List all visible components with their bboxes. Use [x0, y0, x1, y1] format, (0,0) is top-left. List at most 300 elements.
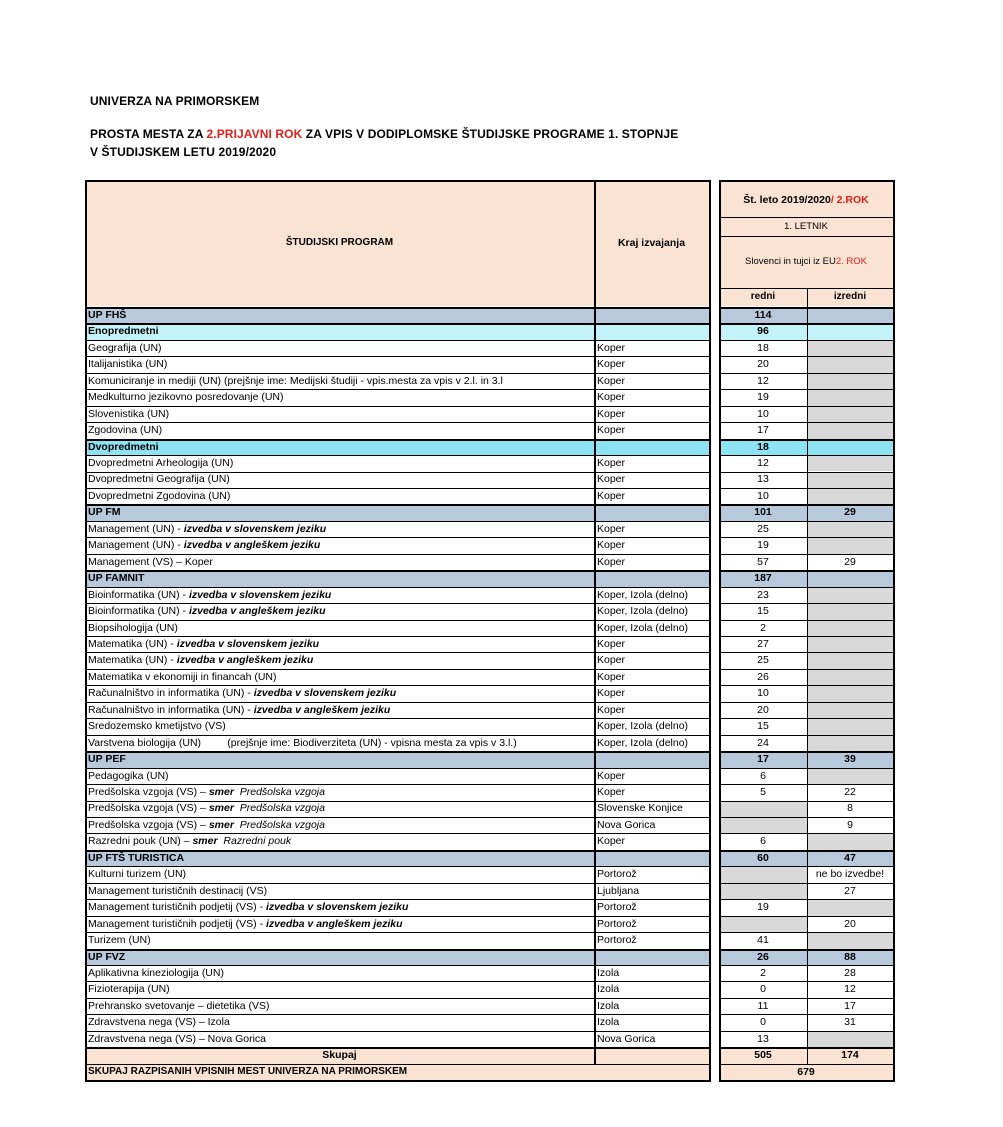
value-redni: 13: [757, 473, 769, 486]
program-name-text: Dvopredmetni Zgodovina (UN): [88, 489, 231, 502]
grid-line-horizontal: [719, 1080, 894, 1082]
program-name-text: Dvopredmetni Geografija (UN): [88, 473, 230, 486]
program-name-emphasis: smer: [208, 818, 234, 831]
program-name: [85, 1014, 594, 1030]
program-name: [85, 389, 594, 405]
value-izredni: 28: [844, 966, 856, 979]
total-redni: 505: [754, 1049, 772, 1062]
program-name-text: UP PEF: [88, 753, 126, 766]
grid-line-horizontal: [85, 735, 710, 736]
grid-line-horizontal: [85, 768, 710, 769]
program-name: [85, 718, 594, 734]
grid-line-horizontal: [85, 504, 710, 506]
program-location: Koper: [597, 835, 626, 848]
program-name: [85, 652, 594, 668]
grid-line-horizontal: [85, 883, 710, 884]
grid-line-horizontal: [85, 1014, 710, 1015]
program-name-text: Turizem (UN): [88, 934, 151, 947]
grid-line-horizontal: [85, 998, 710, 999]
grid-line-horizontal: [85, 406, 710, 407]
grid-line-horizontal: [85, 965, 710, 966]
program-name-emphasis: izvedba v angleškem jeziku: [188, 605, 326, 618]
program-name: [85, 554, 594, 570]
grid-line-horizontal: [85, 1064, 710, 1065]
value-redni: 11: [757, 999, 769, 1012]
program-name-tail: Predšolska vzgoja: [233, 818, 325, 831]
section-name: [85, 570, 594, 586]
program-name: [85, 735, 594, 751]
program-name-text: Fizioterapija (UN): [88, 983, 170, 996]
grid-line-vertical: [85, 180, 87, 1082]
value-redni: 12: [757, 457, 769, 470]
value-izredni: 88: [844, 950, 856, 963]
value-redni: 17: [757, 424, 769, 437]
grid-line-horizontal: [85, 1080, 710, 1082]
program-name-emphasis: izvedba v angleškem jeziku: [183, 539, 321, 552]
grid-line-horizontal: [85, 718, 710, 719]
grey-cell: [807, 702, 893, 718]
section-name: [85, 751, 594, 767]
grey-cell: [719, 883, 807, 899]
program-name-text: Matematika v ekonomiji in financah (UN): [88, 670, 277, 683]
grid-line-horizontal: [85, 521, 710, 522]
program-name-text: Računalništvo in informatika (UN) -: [88, 687, 254, 700]
grey-cell: [807, 521, 893, 537]
value-izredni: ne bo izvedbe!: [815, 868, 885, 881]
program-location: Koper: [597, 637, 626, 650]
grey-cell: [807, 356, 893, 372]
value-redni: 0: [760, 1016, 766, 1029]
program-name-emphasis: smer: [208, 786, 234, 799]
header-letnik: 1. LETNIK: [784, 221, 828, 233]
value-redni: 24: [757, 736, 769, 749]
grid-line-horizontal: [85, 439, 710, 441]
program-location: Koper: [597, 654, 626, 667]
grey-cell: [807, 406, 893, 422]
grid-line-horizontal: [85, 554, 710, 555]
program-location: Koper: [597, 522, 626, 535]
section-name: [85, 949, 594, 965]
grey-cell: [719, 801, 807, 817]
header-program: ŠTUDIJSKI PROGRAM: [285, 237, 394, 248]
grand-total-value: 679: [797, 1065, 815, 1078]
program-name-text: Dvopredmetni: [88, 440, 159, 453]
university-name: UNIVERZA NA PRIMORSKEM: [90, 94, 260, 108]
program-location: Koper: [597, 786, 626, 799]
program-name-text: Bioinformatika (UN) -: [88, 588, 189, 601]
program-name-text: Bioinformatika (UN) -: [88, 605, 189, 618]
program-name-text: Sredozemsko kmetijstvo (VS): [88, 720, 226, 733]
grid-line-horizontal: [85, 932, 710, 933]
program-name-text: Varstvena biologija (UN) (prejšnje ime: Biodiverziteta (UN) - vpisna mesta za vpis v 3.l.): [88, 736, 517, 749]
program-location: Koper: [597, 539, 626, 552]
grid-line-horizontal: [85, 180, 710, 182]
grid-line-horizontal: [85, 899, 710, 900]
program-name-text: Management turističnih destinacij (VS): [88, 884, 268, 897]
grey-cell: [807, 603, 893, 619]
grey-cell: [807, 340, 893, 356]
program-name: [85, 899, 594, 915]
grand-total-label: SKUPAJ RAZPISANIH VPISNIH MEST UNIVERZA NA PRIMORSKEM: [88, 1065, 408, 1077]
value-izredni: 17: [844, 999, 856, 1012]
grid-line-horizontal: [85, 587, 710, 588]
program-name-tail: Razredni pouk: [217, 835, 292, 848]
grid-line-vertical: [709, 180, 711, 1082]
value-izredni: 29: [844, 506, 856, 519]
program-name-text: UP FVZ: [88, 950, 126, 963]
grid-line-horizontal: [85, 702, 710, 703]
enrollment-table: [85, 180, 895, 1098]
program-name: [85, 817, 594, 833]
grey-cell: [807, 636, 893, 652]
program-name-text: Biopsihologija (UN): [88, 621, 178, 634]
program-name-text: Predšolska vzgoja (VS) –: [88, 802, 209, 815]
program-name-text: Kulturni turizem (UN): [88, 868, 187, 881]
program-location: Izola: [597, 966, 620, 979]
program-name-emphasis: smer: [208, 802, 234, 815]
total-label: Skupaj: [322, 1049, 357, 1062]
grid-line-horizontal: [85, 537, 710, 538]
program-location: Portorož: [597, 934, 637, 947]
program-name: [85, 998, 594, 1014]
title-highlight: 2.PRIJAVNI ROK: [206, 127, 303, 141]
program-name-text: Razredni pouk (UN) –: [88, 835, 193, 848]
grey-cell: [807, 422, 893, 438]
program-name: [85, 916, 594, 932]
grey-cell: [719, 866, 807, 882]
program-name-text: Management turističnih podjetij (VS) -: [88, 917, 266, 930]
program-name: [85, 932, 594, 948]
grid-line-horizontal: [85, 340, 710, 341]
grid-line-horizontal: [85, 866, 710, 867]
program-name: [85, 472, 594, 488]
value-redni: 13: [757, 1032, 769, 1045]
program-location: Koper: [597, 769, 626, 782]
program-location: Koper: [597, 473, 626, 486]
grid-line-vertical: [594, 180, 596, 1064]
grey-cell: [719, 916, 807, 932]
section-name: [85, 504, 594, 520]
section-name: [85, 850, 594, 866]
value-redni: 2: [760, 966, 766, 979]
grey-cell: [807, 932, 893, 948]
program-name-emphasis: izvedba v slovenskem jeziku: [188, 588, 332, 601]
program-name: [85, 406, 594, 422]
program-name-text: Management (UN) -: [88, 539, 184, 552]
grid-line-horizontal: [85, 620, 710, 621]
grid-line-horizontal: [85, 833, 710, 834]
program-location: Portorož: [597, 868, 637, 881]
program-name-text: Slovenistika (UN): [88, 407, 170, 420]
grey-cell: [807, 472, 893, 488]
grey-cell: [807, 389, 893, 405]
program-location: Nova Gorica: [597, 1032, 656, 1045]
grey-cell: [807, 768, 893, 784]
value-izredni: 8: [847, 802, 853, 815]
value-redni: 101: [754, 506, 772, 519]
value-redni: 19: [757, 539, 769, 552]
grid-line-horizontal: [85, 373, 710, 374]
program-location: Koper: [597, 670, 626, 683]
program-name-text: Aplikativna kineziologija (UN): [88, 966, 224, 979]
program-location: Koper, Izola (delno): [597, 720, 689, 733]
grid-line-horizontal: [85, 751, 710, 753]
program-name: [85, 603, 594, 619]
value-redni: 187: [754, 572, 772, 585]
program-location: Portorož: [597, 901, 637, 914]
program-name-text: Enopredmetni: [88, 325, 159, 338]
value-redni: 26: [757, 670, 769, 683]
header-year-rok: / 2.ROK: [830, 193, 869, 206]
grey-cell: [807, 685, 893, 701]
program-location: Koper: [597, 424, 626, 437]
program-location: Koper: [597, 374, 626, 387]
value-izredni: 12: [844, 983, 856, 996]
value-redni: 23: [757, 588, 769, 601]
value-redni: 0: [760, 983, 766, 996]
value-izredni: 47: [844, 851, 856, 864]
grid-line-horizontal: [85, 323, 710, 325]
value-redni: 26: [757, 950, 769, 963]
header-izredni: izredni: [833, 291, 867, 302]
program-name-emphasis: izvedba v slovenskem jeziku: [266, 901, 409, 914]
grey-cell: [807, 488, 893, 504]
program-name: [85, 981, 594, 997]
value-redni: 17: [757, 753, 769, 766]
value-redni: 60: [757, 851, 769, 864]
program-name: [85, 669, 594, 685]
grid-line-horizontal: [85, 669, 710, 670]
header-year-label: Št. leto 2019/2020: [743, 193, 831, 206]
program-name-text: UP FHŠ: [88, 308, 127, 321]
document-title: [90, 127, 678, 141]
program-location: Koper: [597, 555, 626, 568]
section-name: [85, 439, 594, 455]
value-redni: 10: [757, 489, 769, 502]
grid-line-horizontal: [85, 981, 710, 982]
value-redni: 18: [757, 440, 769, 453]
program-location: Koper, Izola (delno): [597, 605, 689, 618]
program-location: Koper, Izola (delno): [597, 588, 689, 601]
program-name-text: Predšolska vzgoja (VS) –: [88, 818, 209, 831]
grid-line-horizontal: [85, 636, 710, 637]
program-name-emphasis: izvedba v slovenskem jeziku: [253, 687, 397, 700]
value-redni: 10: [757, 407, 769, 420]
total-izredni: 174: [841, 1049, 859, 1062]
program-name-text: Dvopredmetni Arheologija (UN): [88, 457, 234, 470]
program-name: [85, 883, 594, 899]
grey-cell: [807, 537, 893, 553]
program-name: [85, 636, 594, 652]
program-location: Izola: [597, 1016, 620, 1029]
grey-cell: [807, 1031, 893, 1047]
grey-cell: [807, 899, 893, 915]
grey-cell: [807, 620, 893, 636]
value-redni: 96: [757, 325, 769, 338]
grid-line-horizontal: [719, 217, 893, 218]
program-name-text: Zdravstvena nega (VS) – Nova Gorica: [88, 1032, 266, 1045]
program-name-text: Management turističnih podjetij (VS) -: [88, 901, 266, 914]
grey-cell: [807, 373, 893, 389]
program-name: [85, 768, 594, 784]
grey-cell: [807, 652, 893, 668]
grey-cell: [807, 455, 893, 471]
header-location: Kraj izvajanja: [617, 236, 686, 249]
program-location: Ljubljana: [597, 884, 640, 897]
program-name: [85, 488, 594, 504]
program-name-emphasis: izvedba v slovenskem jeziku: [176, 637, 320, 650]
value-redni: 5: [760, 786, 766, 799]
value-redni: 18: [757, 341, 769, 354]
program-name-text: Predšolska vzgoja (VS) –: [88, 786, 209, 799]
grid-line-horizontal: [85, 817, 710, 818]
program-name-text: Matematika (UN) -: [88, 637, 177, 650]
program-name: [85, 373, 594, 389]
grid-line-horizontal: [85, 389, 710, 390]
program-location: Koper: [597, 687, 626, 700]
program-name-text: Management (UN) -: [88, 522, 184, 535]
grid-line-horizontal: [85, 949, 710, 951]
program-location: Koper, Izola (delno): [597, 736, 689, 749]
program-name: [85, 965, 594, 981]
program-name-text: Komuniciranje in mediji (UN) (prejšnje ime: Medijski študiji - vpis.mesta za vpis v 2.l. in 3.l: [88, 374, 503, 387]
header-redni: redni: [750, 291, 776, 302]
program-name: [85, 455, 594, 471]
grey-cell: [807, 735, 893, 751]
program-name-text: Pedagogika (UN): [88, 769, 169, 782]
value-redni: 12: [757, 374, 769, 387]
program-location: Portorož: [597, 917, 637, 930]
program-name-text: Matematika (UN) -: [88, 654, 177, 667]
grid-line-horizontal: [85, 784, 710, 785]
grid-line-vertical: [893, 180, 895, 1082]
program-name-tail: Predšolska vzgoja: [233, 802, 325, 815]
program-name-emphasis: izvedba v angleškem jeziku: [266, 917, 403, 930]
grid-line-horizontal: [85, 488, 710, 489]
grid-line-horizontal: [719, 180, 894, 182]
program-name: [85, 702, 594, 718]
value-redni: 20: [757, 358, 769, 371]
grid-line-horizontal: [85, 570, 710, 572]
program-name-text: Zgodovina (UN): [88, 424, 163, 437]
grid-line-horizontal: [85, 850, 710, 852]
program-name-emphasis: izvedba v slovenskem jeziku: [183, 522, 327, 535]
program-location: Koper: [597, 489, 626, 502]
grid-line-horizontal: [85, 472, 710, 473]
section-name: [85, 323, 594, 339]
program-location: Koper: [597, 703, 626, 716]
grid-line-horizontal: [85, 455, 710, 456]
grid-line-horizontal: [85, 307, 710, 309]
grid-line-horizontal: [85, 685, 710, 686]
program-location: Koper: [597, 407, 626, 420]
program-name: [85, 422, 594, 438]
program-name-text: Medkulturno jezikovno posredovanje (UN): [88, 391, 284, 404]
program-name: [85, 356, 594, 372]
program-name: [85, 340, 594, 356]
program-name: [85, 801, 594, 817]
grid-line-horizontal: [719, 288, 893, 289]
value-izredni: 27: [844, 884, 856, 897]
program-name-text: Računalništvo in informatika (UN) -: [88, 703, 254, 716]
value-redni: 15: [757, 605, 769, 618]
program-name-text: Management (VS) – Koper: [88, 555, 213, 568]
grey-cell: [807, 718, 893, 734]
program-name: [85, 620, 594, 636]
value-redni: 19: [757, 391, 769, 404]
program-location: Koper, Izola (delno): [597, 621, 689, 634]
program-name-text: UP FM: [88, 506, 121, 519]
program-name-tail: Predšolska vzgoja: [233, 786, 325, 799]
grey-cell: [807, 669, 893, 685]
program-name-text: UP FAMNIT: [88, 572, 145, 585]
grey-cell: [719, 817, 807, 833]
grid-line-horizontal: [719, 236, 893, 237]
program-location: Koper: [597, 341, 626, 354]
section-name: [85, 307, 594, 323]
document-subtitle: V ŠTUDIJSKEM LETU 2019/2020: [90, 145, 277, 159]
value-redni: 6: [760, 835, 766, 848]
grey-cell: [807, 833, 893, 849]
value-redni: 25: [757, 654, 769, 667]
grid-line-vertical: [807, 288, 808, 1064]
value-redni: 27: [757, 637, 769, 650]
program-name: [85, 685, 594, 701]
program-name-text: Zdravstvena nega (VS) – Izola: [88, 1016, 230, 1029]
grid-line-vertical: [719, 180, 721, 1082]
grid-line-horizontal: [85, 422, 710, 423]
grid-line-horizontal: [85, 1031, 710, 1032]
program-name: [85, 866, 594, 882]
value-redni: 19: [757, 901, 769, 914]
program-name-emphasis: izvedba v angleškem jeziku: [253, 703, 391, 716]
program-name-text: Italijanistika (UN): [88, 358, 168, 371]
header-students-rok: 2. ROK: [835, 256, 867, 268]
program-name: [85, 521, 594, 537]
value-redni: 15: [757, 720, 769, 733]
value-redni: 114: [754, 308, 772, 321]
program-name-emphasis: izvedba v angleškem jeziku: [176, 654, 314, 667]
title-part1: PROSTA MESTA ZA: [90, 127, 207, 141]
value-redni: 2: [760, 621, 766, 634]
grid-line-horizontal: [85, 1047, 710, 1049]
header-students: [719, 237, 893, 287]
header-students-label: Slovenci in tujci iz EU: [745, 256, 836, 268]
program-location: Izola: [597, 983, 620, 996]
program-name: [85, 833, 594, 849]
header-year: [719, 184, 893, 216]
program-location: Slovenske Konjice: [597, 802, 683, 815]
grid-line-horizontal: [85, 603, 710, 604]
title-part2: ZA VPIS V DODIPLOMSKE ŠTUDIJSKE PROGRAME 1. STOPNJE: [302, 127, 679, 141]
program-name: [85, 1031, 594, 1047]
program-name-text: UP FTŠ TURISTICA: [88, 851, 185, 864]
program-name-text: Prehransko svetovanje – dietetika (VS): [88, 999, 270, 1012]
program-location: Koper: [597, 391, 626, 404]
value-redni: 41: [757, 934, 769, 947]
value-redni: 10: [757, 687, 769, 700]
program-name-emphasis: smer: [192, 835, 218, 848]
program-name: [85, 784, 594, 800]
program-location: Nova Gorica: [597, 818, 656, 831]
grid-line-horizontal: [85, 801, 710, 802]
program-name: [85, 587, 594, 603]
value-izredni: 20: [844, 917, 856, 930]
value-redni: 20: [757, 703, 769, 716]
value-izredni: 9: [847, 818, 853, 831]
value-izredni: 39: [844, 753, 856, 766]
grid-line-horizontal: [85, 652, 710, 653]
